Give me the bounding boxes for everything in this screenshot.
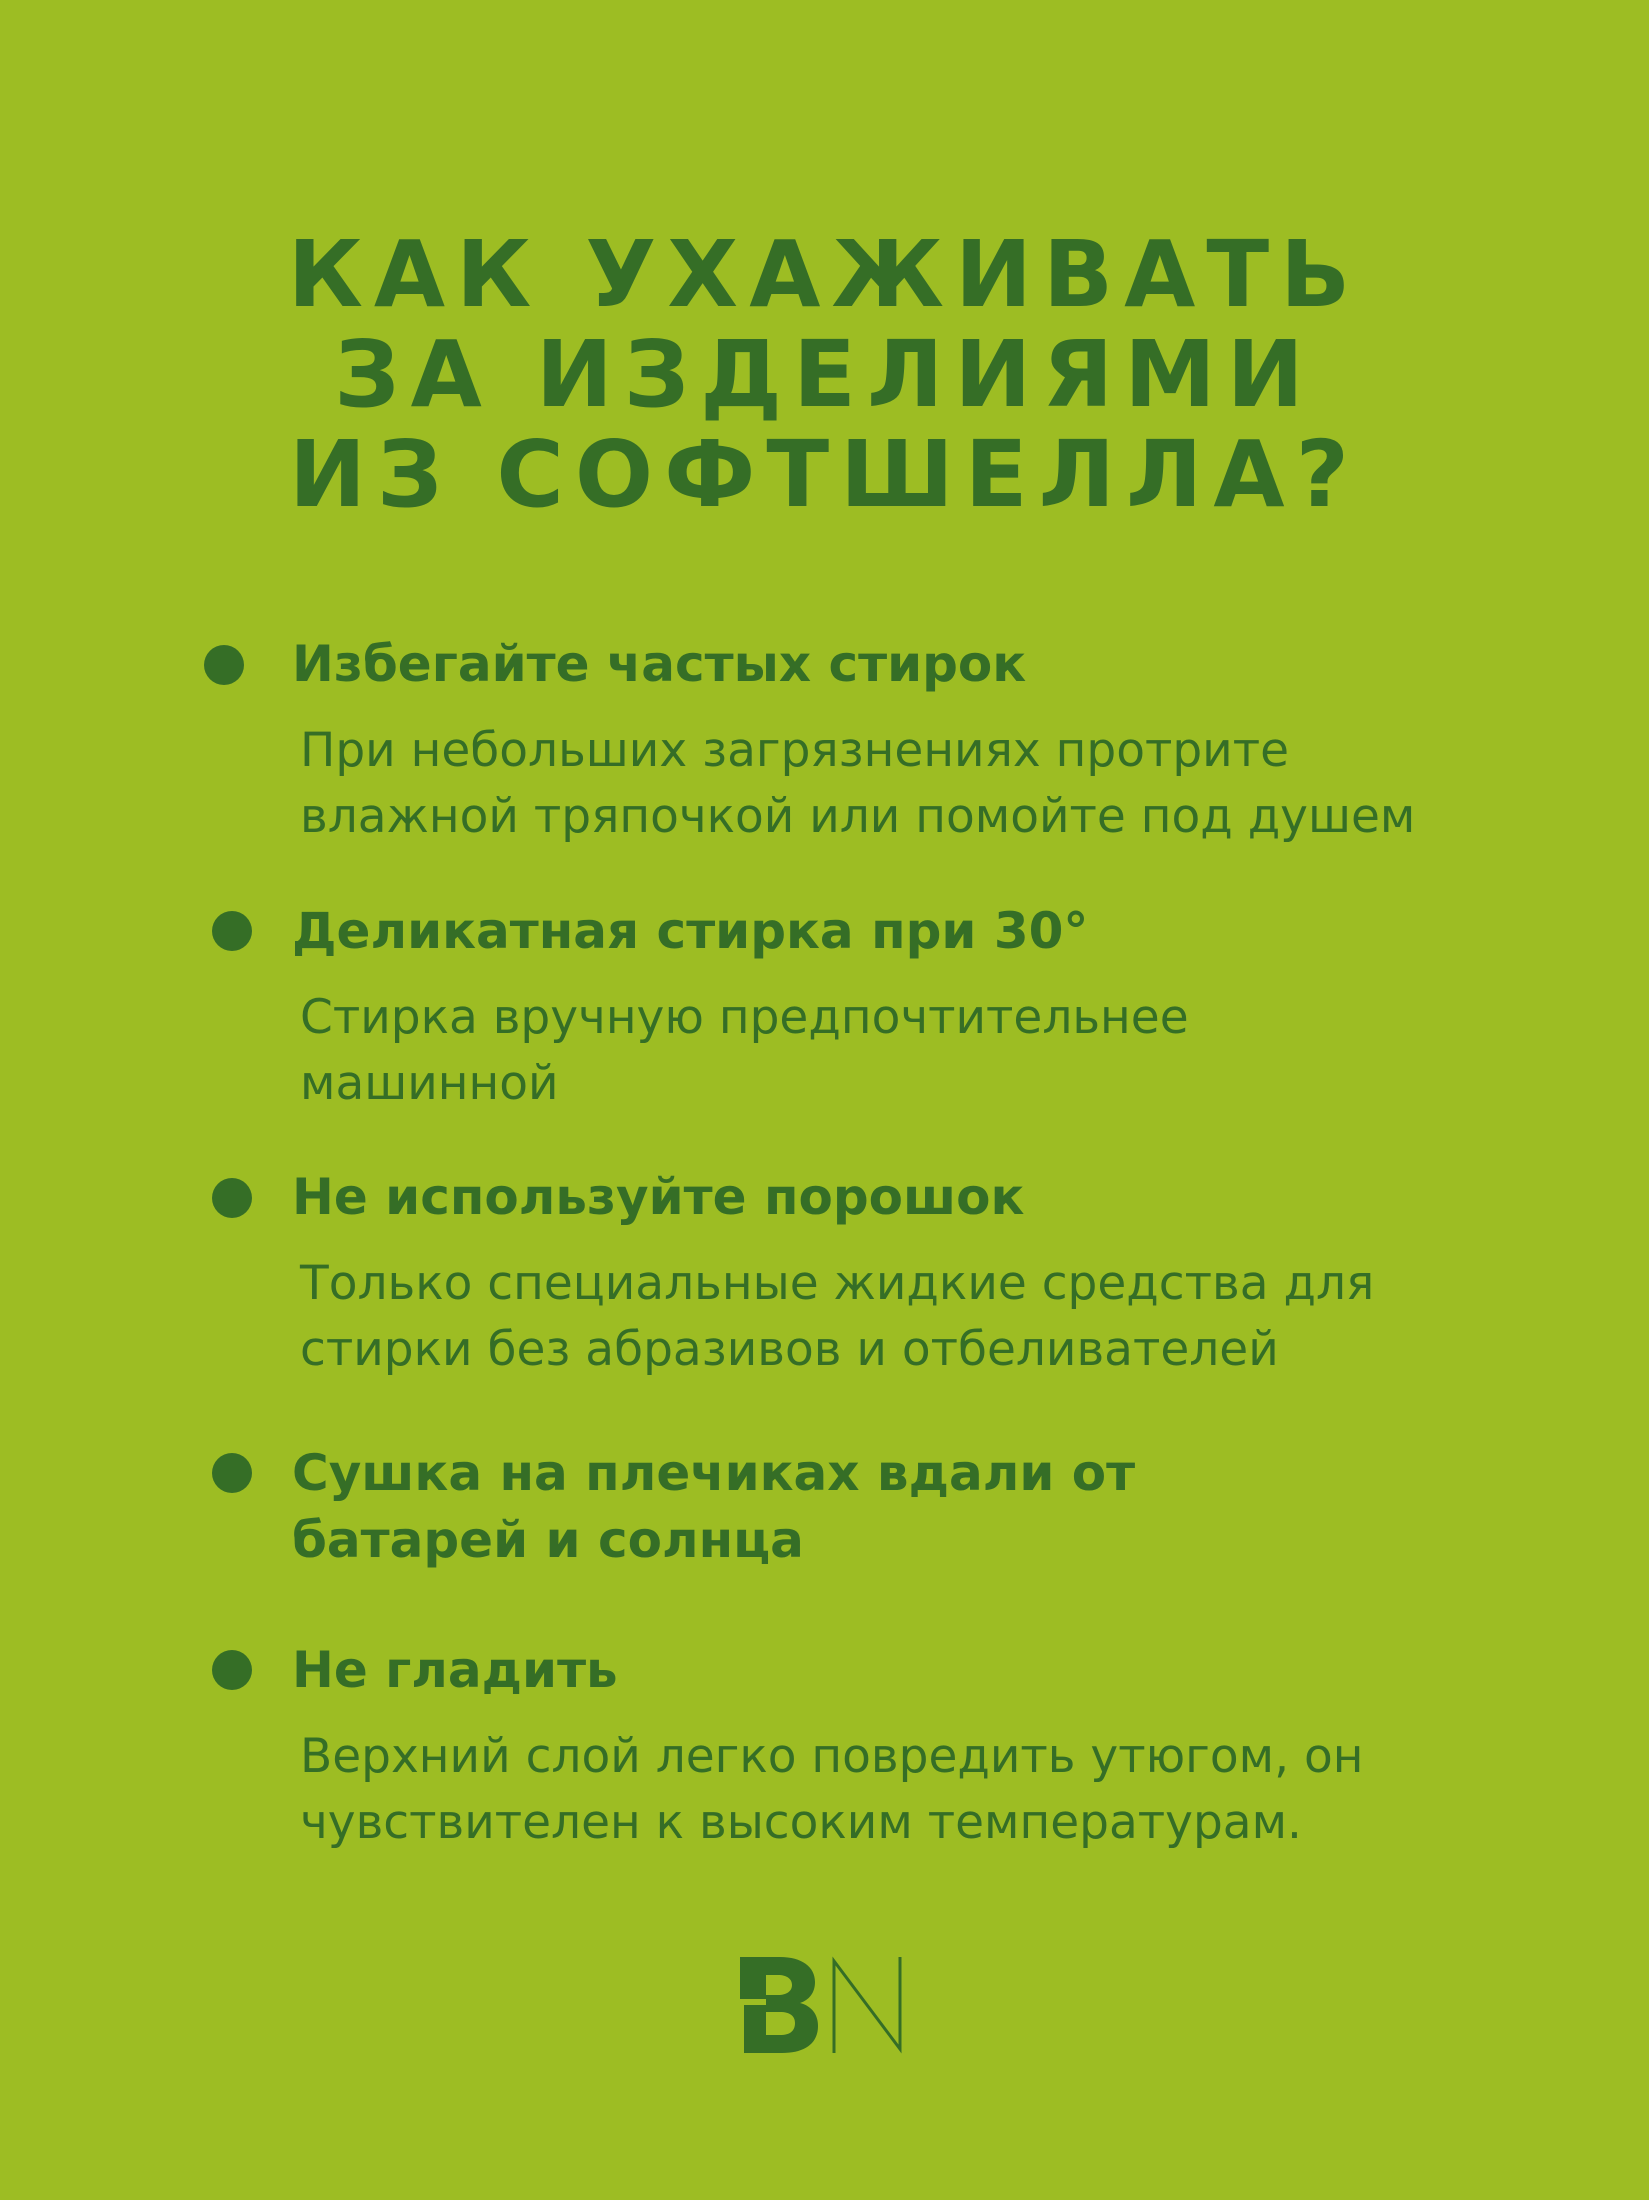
bullet-icon [212,911,252,951]
title-line-3: ИЗ СОФТШЕЛЛА? [289,421,1360,528]
care-item-description: Верхний слой легко повредить утюгом, он чувствителен к высоким температурам. [300,1729,1364,1850]
bullet-icon [212,1178,252,1218]
bullet-icon [212,1650,252,1690]
title-line-2: ЗА ИЗДЕЛИЯМИ [334,321,1315,428]
care-item-heading: Избегайте частых стирок [292,635,1027,693]
care-item-heading: Не гладить [292,1641,618,1699]
care-item-description: Только специальные жидкие средства для стирки без абразивов и отбеливателей [300,1256,1375,1377]
care-item-heading: Сушка на плечиках вдали от батарей и солнца [292,1444,1136,1569]
care-item-description: При небольших загрязнениях протрите влажной тряпочкой или помойте под душем [300,723,1416,844]
bn-logo-icon [740,1955,910,2055]
bullet-icon [212,1453,252,1493]
care-item-description: Стирка вручную предпочтительнее машинной [300,990,1189,1111]
page-title [0,221,1649,528]
bullet-icon [204,645,244,685]
care-item-heading: Не используйте порошок [292,1168,1025,1226]
care-item-heading: Деликатная стирка при 30° [292,902,1089,960]
title-line-1: КАК УХАЖИВАТЬ [287,221,1362,328]
